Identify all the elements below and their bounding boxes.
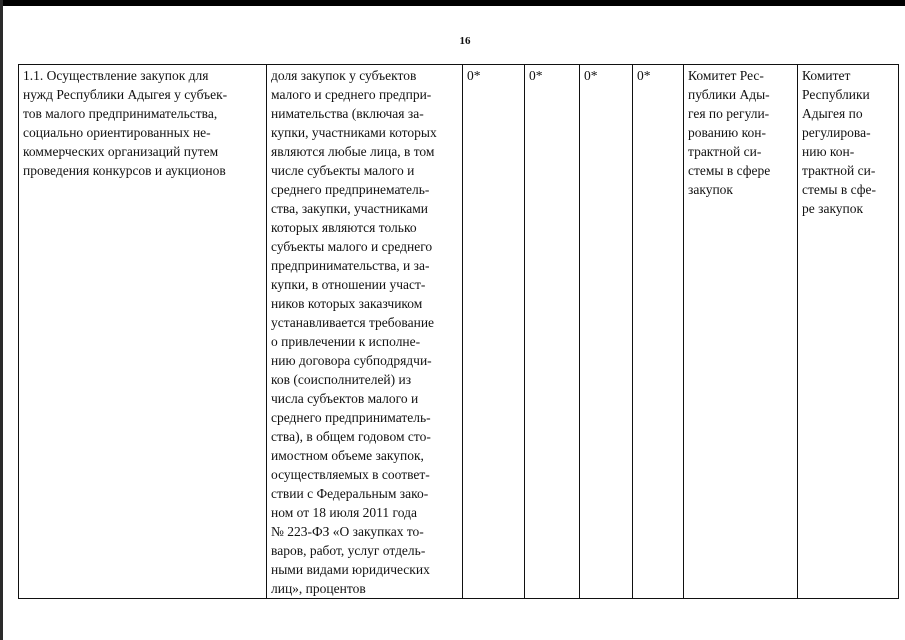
indicator-text: доля закупок у субъектов малого и среднего предпри- нимательства (включая за- купки, участниками которых являются любые лица, в том числе субъекты малого и среднего предпринематель- ства, закупки, участниками которых являются только субъекты малого и среднего предпринимательства, и за- купки, в отношении участ- ников которых заказчиком устанавливается требование о привлечении к исполне- нию договора субподрядчи- ков (соисполнителей) из числа субъектов малого и среднего предприниматель- ства), в общем годовом сто- имостном объеме закупок, осуществляемых в соответ- ствии с Федеральным зако- ном от 18 июля 2011 года № 223-ФЗ «О закупках то- варов, работ, услуг отдель- ными видами юридических лиц», процентов bbox=[271, 68, 437, 596]
table-row bbox=[19, 65, 899, 599]
scan-top-border bbox=[0, 0, 905, 6]
page-number: 16 bbox=[459, 35, 471, 47]
scan-left-edge bbox=[0, 0, 3, 640]
value-text-3: 0* bbox=[584, 68, 598, 83]
coordinator-text: Комитет Республики Адыгея по регулирова- нию кон- трактной си- стемы в сфе- ре закупок bbox=[802, 68, 877, 216]
value-text-2: 0* bbox=[529, 68, 543, 83]
value-text-4: 0* bbox=[637, 68, 651, 83]
value-cell-1 bbox=[463, 65, 525, 599]
value-cell-3 bbox=[580, 65, 633, 599]
measures-table bbox=[18, 64, 899, 599]
measure-text: 1.1. Осуществление закупок для нужд Республики Адыгея у субъек- тов малого предпринимательства, социально ориентированных не- коммерческих организаций путем проведения конкурсов и аукционов bbox=[23, 68, 228, 178]
value-text-1: 0* bbox=[467, 68, 481, 83]
responsible-cell bbox=[684, 65, 798, 599]
responsible-text: Комитет Рес- публики Ады- гея по регули- рованию кон- трактной си- стемы в сфере закупок bbox=[688, 68, 771, 197]
value-cell-2 bbox=[525, 65, 580, 599]
coordinator-cell bbox=[798, 65, 899, 599]
measure-cell bbox=[19, 65, 267, 599]
value-cell-4 bbox=[633, 65, 684, 599]
indicator-cell bbox=[267, 65, 463, 599]
